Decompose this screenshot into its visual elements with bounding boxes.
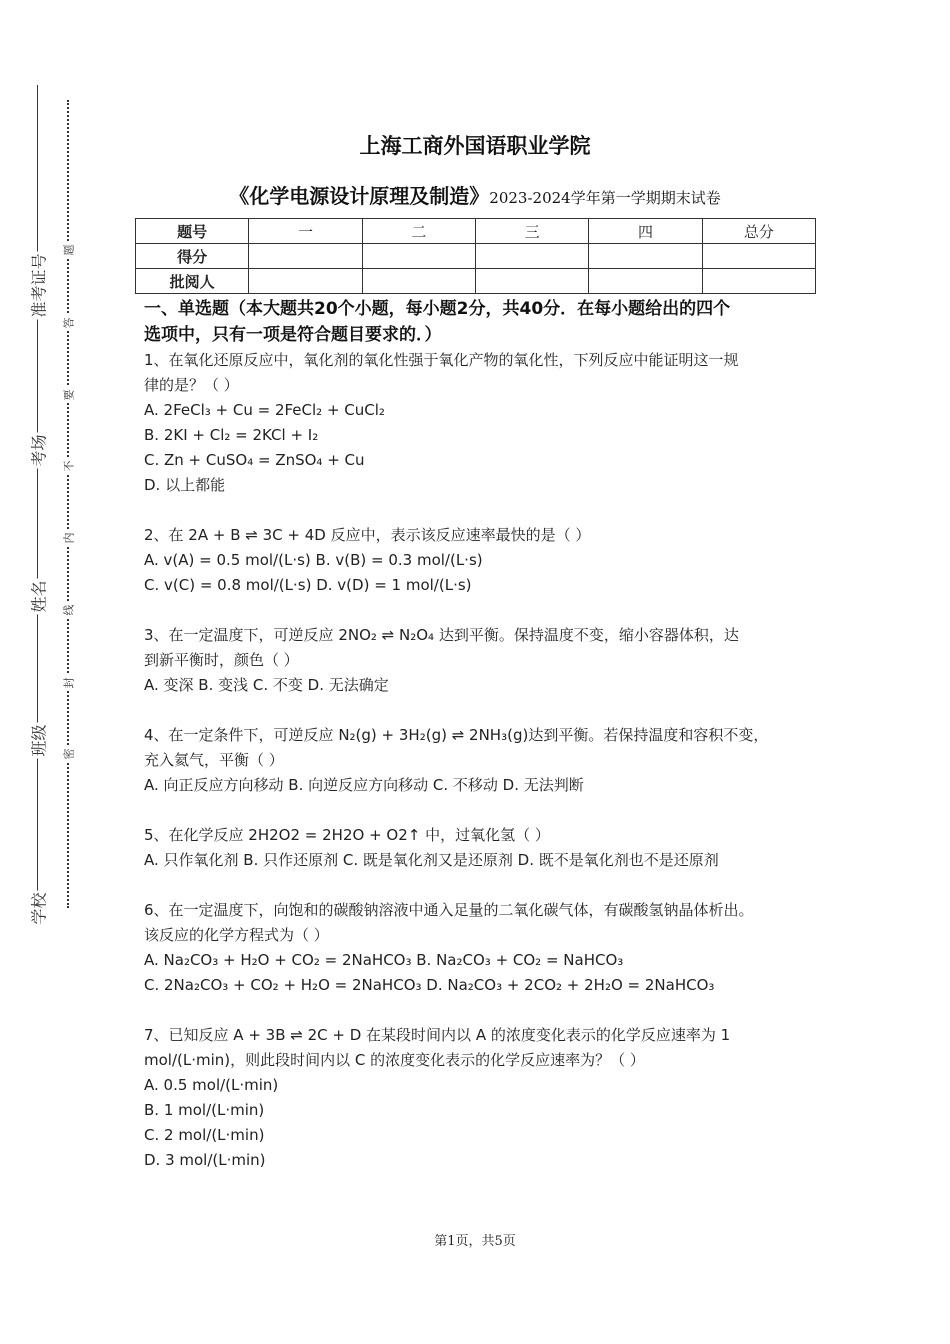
binding-solid-line <box>37 85 38 925</box>
score-header-cell: 题号 <box>136 219 249 244</box>
options-cd: C. 2Na₂CO₃ + CO₂ + H₂O = 2NaHCO₃ D. Na₂CO₃ + 2CO₂ + 2H₂O = 2NaHCO₃ <box>144 976 715 994</box>
question-stem: 4、在一定条件下，可逆反应 N₂(g) + 3H₂(g) ⇌ 2NH₃(g)达到平衡。若保持温度和容积不变， <box>144 726 769 744</box>
score-header-cell: 四 <box>589 219 702 244</box>
question-stem: 3、在一定温度下，可逆反应 2NO₂ ⇌ N₂O₄ 达到平衡。保持温度不变，缩小容器体积，达 <box>144 626 739 644</box>
question-stem: 5、在化学反应 2H2O2 = 2H2O + O2↑ 中，过氧化氢（ ） <box>144 826 550 844</box>
score-header-cell: 总分 <box>702 219 815 244</box>
score-cell[interactable] <box>589 244 702 269</box>
question-stem: 7、已知反应 A + 3B ⇌ 2C + D 在某段时间内以 A 的浓度变化表示的化学反应速率为 1 <box>144 1026 731 1044</box>
question-4 <box>144 723 824 798</box>
section-title: 选项中，只有一项是符合题目要求的．） <box>144 325 442 345</box>
score-cell[interactable] <box>362 244 475 269</box>
options: A. 只作氧化剂 B. 只作还原剂 C. 既是氧化剂又是还原剂 D. 既不是氧化剂也不是还原剂 <box>144 851 719 869</box>
option-d: D. 以上都能 <box>144 476 226 494</box>
field-name[interactable]: 姓名 <box>20 566 56 626</box>
score-header-cell: 一 <box>249 219 362 244</box>
seal-dotted-line <box>67 100 69 908</box>
seal-char: 线 <box>60 602 76 618</box>
seal-char: 答 <box>60 315 76 331</box>
reviewer-cell[interactable] <box>475 269 588 294</box>
options-ab: A. Na₂CO₃ + H₂O + CO₂ = 2NaHCO₃ B. Na₂CO₃ + CO₂ = NaHCO₃ <box>144 951 624 969</box>
seal-char: 封 <box>60 675 76 691</box>
reviewer-cell[interactable] <box>249 269 362 294</box>
reviewer-cell[interactable] <box>362 269 475 294</box>
seal-char: 密 <box>60 746 76 762</box>
exam-content <box>144 296 824 1173</box>
score-table-row <box>136 269 816 294</box>
score-header-cell: 二 <box>362 219 475 244</box>
option-c: C. Zn + CuSO₄ = ZnSO₄ + Cu <box>144 451 365 469</box>
score-table-header-row <box>136 219 816 244</box>
reviewer-cell[interactable] <box>589 269 702 294</box>
question-1 <box>144 348 824 498</box>
score-cell[interactable] <box>702 244 815 269</box>
option-a: A. 0.5 mol/(L·min) <box>144 1076 279 1094</box>
exam-title <box>0 180 950 209</box>
question-stem: 6、在一定温度下，向饱和的碳酸钠溶液中通入足量的二氧化碳气体，有碳酸氢钠晶体析出。 <box>144 901 754 919</box>
question-stem: 律的是？（ ） <box>144 376 239 394</box>
question-5 <box>144 823 824 873</box>
course-title: 《化学电源设计原理及制造》 <box>229 184 490 208</box>
question-7 <box>144 1023 824 1173</box>
reviewer-cell[interactable] <box>702 269 815 294</box>
score-header-cell: 三 <box>475 219 588 244</box>
option-b: B. 1 mol/(L·min) <box>144 1101 265 1119</box>
exam-term: 2023-2024学年第一学期期末试卷 <box>489 189 721 207</box>
score-cell[interactable] <box>249 244 362 269</box>
row-label-score: 得分 <box>136 244 249 269</box>
field-school[interactable]: 学校 <box>20 878 56 938</box>
seal-char: 要 <box>60 387 76 403</box>
options-ab: A. v(A) = 0.5 mol/(L·s) B. v(B) = 0.3 mol/(L·s) <box>144 551 483 569</box>
section-title: 一、单选题（本大题共20个小题，每小题2分，共40分．在每小题给出的四个 <box>144 299 731 319</box>
question-stem: 2、在 2A + B ⇌ 3C + 4D 反应中，表示该反应速率最快的是（ ） <box>144 526 591 544</box>
school-name: 上海工商外国语职业学院 <box>359 134 591 158</box>
score-cell[interactable] <box>475 244 588 269</box>
question-6 <box>144 898 824 998</box>
seal-char: 不 <box>60 458 76 474</box>
score-table-row <box>136 244 816 269</box>
question-stem: 到新平衡时，颜色（ ） <box>144 651 299 669</box>
score-table <box>135 218 816 294</box>
option-b: B. 2KI + Cl₂ = 2KCl + I₂ <box>144 426 319 444</box>
options: A. 变深 B. 变浅 C. 不变 D. 无法确定 <box>144 676 389 694</box>
option-d: D. 3 mol/(L·min) <box>144 1151 266 1169</box>
question-stem: 该反应的化学方程式为（ ） <box>144 926 329 944</box>
question-2 <box>144 523 824 598</box>
field-class[interactable]: 班级 <box>20 710 56 770</box>
options-cd: C. v(C) = 0.8 mol/(L·s) D. v(D) = 1 mol/(L·s) <box>144 576 472 594</box>
question-stem: 充入氦气，平衡（ ） <box>144 751 284 769</box>
question-stem: 1、在氧化还原反应中，氧化剂的氧化性强于氧化产物的氧化性，下列反应中能证明这一规 <box>144 351 739 369</box>
page-number: 第1页，共5页 <box>434 1234 516 1249</box>
option-c: C. 2 mol/(L·min) <box>144 1126 265 1144</box>
seal-char: 内 <box>60 530 76 546</box>
seal-char: 题 <box>60 242 76 258</box>
option-a: A. 2FeCl₃ + Cu = 2FeCl₂ + CuCl₂ <box>144 401 385 419</box>
row-label-reviewer: 批阅人 <box>136 269 249 294</box>
field-exam-room[interactable]: 考场 <box>20 420 56 480</box>
question-3 <box>144 623 824 698</box>
field-exam-number[interactable]: 准考证号 <box>20 255 56 315</box>
question-stem: mol/(L·min)，则此段时间内以 C 的浓度变化表示的化学反应速率为？（ ） <box>144 1051 645 1069</box>
options: A. 向正反应方向移动 B. 向逆反应方向移动 C. 不移动 D. 无法判断 <box>144 776 584 794</box>
